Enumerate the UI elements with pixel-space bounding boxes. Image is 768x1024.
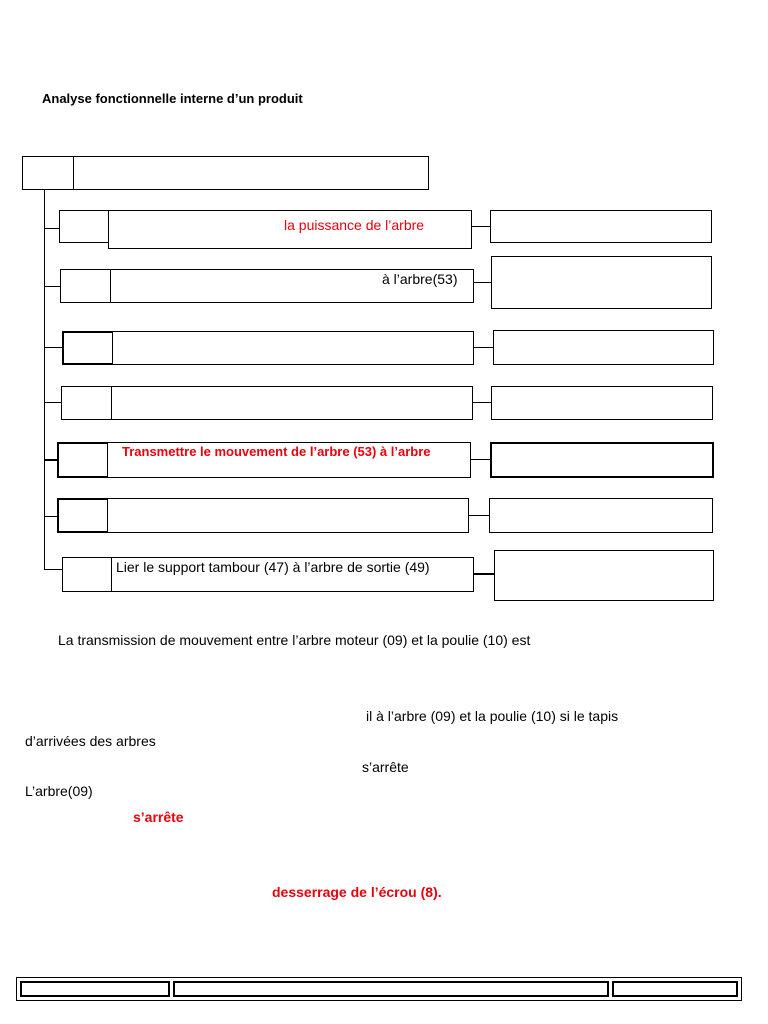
answer-text: s’arrête: [133, 809, 184, 825]
paragraph-transmission: La transmission de mouvement entre l’arbre moteur (09) et la poulie (10) est: [58, 632, 531, 648]
subfunction-code-cell: [59, 210, 111, 243]
branch-line: [44, 228, 59, 229]
connector-line: [474, 282, 491, 283]
solution-cell: [491, 386, 713, 420]
subfunction-label-cell: [111, 386, 473, 420]
branch-line: [44, 459, 58, 461]
main-function-label-cell: [73, 156, 429, 190]
connector-line: [469, 515, 489, 516]
text-fragment: d’arrivées des arbres: [25, 733, 156, 749]
subfunction-code-cell: [57, 442, 109, 478]
subfunction-code-cell: [57, 498, 109, 533]
connector-line: [472, 226, 490, 227]
text-fragment: il à l’arbre (09) et la poulie (10) si le tapis: [366, 708, 619, 724]
text-fragment: s’arrête: [362, 759, 409, 775]
subfunction-label: la puissance de l’arbre: [284, 217, 425, 233]
solution-cell: [489, 498, 713, 533]
connector-line: [474, 347, 493, 348]
footer-cell-left: [20, 981, 170, 997]
tree-trunk-line: [44, 189, 45, 569]
subfunction-code-cell: [62, 331, 114, 365]
footer-cell-right: [612, 981, 738, 997]
connector-line: [474, 573, 494, 575]
branch-line: [44, 516, 58, 517]
solution-cell: [493, 330, 714, 365]
subfunction-label-cell: [112, 331, 474, 365]
connector-line: [473, 402, 491, 403]
solution-cell: [491, 256, 712, 309]
main-function-code-cell: [22, 156, 74, 190]
connector-line: [471, 459, 490, 460]
document-title: Analyse fonctionnelle interne d’un produit: [42, 91, 303, 106]
solution-cell: [490, 442, 714, 478]
branch-line: [44, 569, 62, 570]
subfunction-label: à l’arbre(53): [382, 271, 458, 287]
subfunction-code-cell: [61, 386, 113, 420]
subfunction-label: Transmettre le mouvement de l’arbre (53) à l’arbre: [122, 444, 431, 459]
subfunction-label: Lier le support tambour (47) à l’arbre de sortie (49): [116, 559, 430, 575]
subfunction-code-cell: [62, 557, 114, 592]
subfunction-label-cell: [107, 498, 469, 533]
subfunction-code-cell: [60, 269, 112, 303]
footer-cell-center: [173, 981, 609, 997]
text-fragment: L’arbre(09): [25, 783, 93, 799]
branch-line: [44, 347, 62, 348]
solution-cell: [494, 550, 714, 601]
solution-cell: [490, 210, 712, 243]
branch-line: [44, 286, 60, 287]
branch-line: [44, 402, 61, 403]
answer-text: desserrage de l’écrou (8).: [272, 884, 442, 900]
